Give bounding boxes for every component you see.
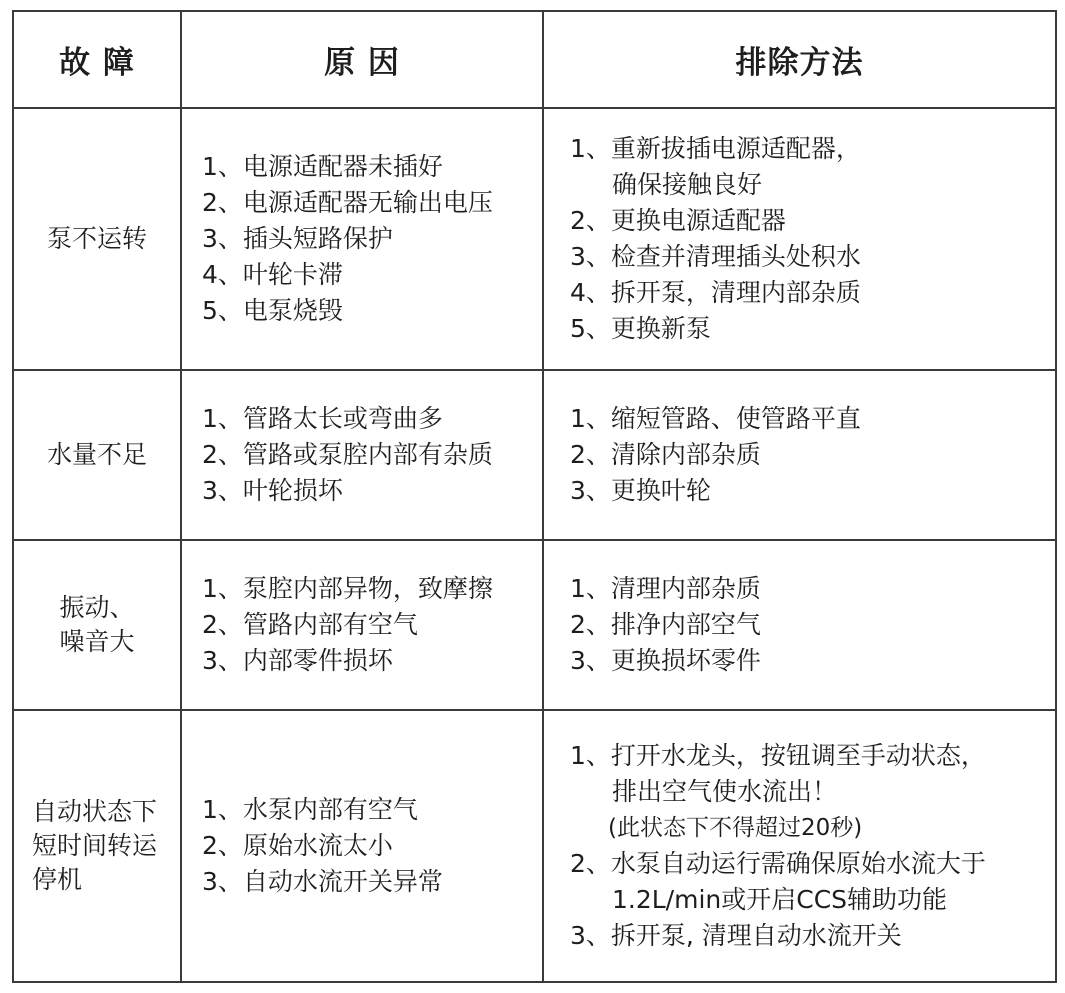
header-cause: 原 因 bbox=[181, 11, 543, 108]
table-row bbox=[13, 540, 1056, 710]
fault-text: 停机 bbox=[32, 865, 83, 894]
fault-text: 噪音大 bbox=[59, 627, 135, 656]
cause-list bbox=[182, 792, 542, 900]
remedy-item bbox=[570, 437, 1055, 473]
fault-text: 振动、 bbox=[59, 593, 135, 622]
cause-list bbox=[182, 401, 542, 509]
remedy-cell bbox=[543, 540, 1056, 710]
remedy-text: 5、更换新泵 bbox=[570, 314, 711, 343]
remedy-item bbox=[570, 473, 1055, 509]
remedy-item bbox=[570, 401, 1055, 437]
remedy-continuation: 排出空气使水流出！ bbox=[612, 777, 838, 806]
cause-item: 1、管路太长或弯曲多 bbox=[202, 404, 443, 433]
cause-item: 2、管路或泵腔内部有杂质 bbox=[202, 440, 493, 469]
remedy-text: 2、水泵自动运行需确保原始水流大于 bbox=[570, 849, 986, 878]
cause-item: 3、内部零件损坏 bbox=[202, 646, 393, 675]
remedy-list bbox=[544, 738, 1055, 954]
remedy-item bbox=[570, 131, 1055, 203]
cause-item: 3、插头短路保护 bbox=[202, 224, 393, 253]
cause-cell bbox=[181, 540, 543, 710]
remedy-item bbox=[570, 311, 1055, 347]
remedy-item bbox=[570, 607, 1055, 643]
remedy-list bbox=[544, 571, 1055, 679]
cause-cell bbox=[181, 710, 543, 982]
remedy-text: 1、缩短管路、使管路平直 bbox=[570, 404, 861, 433]
fault-text: 短时间转运 bbox=[32, 831, 158, 860]
remedy-continuation: 1.2L/min或开启CCS辅助功能 bbox=[612, 885, 948, 914]
header-row bbox=[13, 11, 1056, 108]
remedy-text: 2、清除内部杂质 bbox=[570, 440, 761, 469]
remedy-list bbox=[544, 401, 1055, 509]
remedy-text: 2、排净内部空气 bbox=[570, 610, 761, 639]
remedy-text: 3、拆开泵, 清理自动水流开关 bbox=[570, 921, 902, 950]
cause-item: 3、自动水流开关异常 bbox=[202, 867, 443, 896]
cause-list bbox=[182, 149, 542, 329]
fault-cell bbox=[13, 370, 181, 540]
remedy-cell bbox=[543, 108, 1056, 370]
remedy-item bbox=[570, 571, 1055, 607]
table-row bbox=[13, 710, 1056, 982]
remedy-item bbox=[570, 239, 1055, 275]
remedy-note: (此状态下不得超过20秒) bbox=[608, 815, 863, 841]
cause-list bbox=[182, 571, 542, 679]
cause-item: 1、水泵内部有空气 bbox=[202, 795, 418, 824]
cause-item: 2、电源适配器无输出电压 bbox=[202, 188, 493, 217]
fault-cell bbox=[13, 108, 181, 370]
remedy-continuation: 确保接触良好 bbox=[612, 170, 763, 199]
remedy-item bbox=[570, 203, 1055, 239]
remedy-item bbox=[570, 846, 1055, 918]
remedy-cell bbox=[543, 370, 1056, 540]
remedy-text: 3、检查并清理插头处积水 bbox=[570, 242, 861, 271]
remedy-item bbox=[570, 275, 1055, 311]
table-row bbox=[13, 108, 1056, 370]
remedy-text: 1、打开水龙头，按钮调至手动状态， bbox=[570, 741, 986, 770]
table-row bbox=[13, 370, 1056, 540]
troubleshooting-sheet bbox=[12, 10, 1055, 981]
cause-item: 5、电泵烧毁 bbox=[202, 296, 343, 325]
fault-cell bbox=[13, 540, 181, 710]
remedy-item bbox=[570, 643, 1055, 679]
remedy-cell bbox=[543, 710, 1056, 982]
cause-item: 1、泵腔内部异物，致摩擦 bbox=[202, 574, 493, 603]
cause-item: 3、叶轮损坏 bbox=[202, 476, 343, 505]
cause-item: 4、叶轮卡滞 bbox=[202, 260, 343, 289]
remedy-text: 1、清理内部杂质 bbox=[570, 574, 761, 603]
remedy-text: 1、重新拔插电源适配器， bbox=[570, 134, 861, 163]
remedy-text: 2、更换电源适配器 bbox=[570, 206, 786, 235]
troubleshooting-table bbox=[12, 10, 1057, 983]
cause-cell bbox=[181, 370, 543, 540]
fault-text: 泵不运转 bbox=[46, 224, 147, 253]
header-fault: 故 障 bbox=[13, 11, 181, 108]
cause-item: 2、原始水流太小 bbox=[202, 831, 393, 860]
remedy-list bbox=[544, 131, 1055, 347]
cause-item: 2、管路内部有空气 bbox=[202, 610, 418, 639]
header-remedy: 排除方法 bbox=[543, 11, 1056, 108]
remedy-item bbox=[570, 918, 1055, 954]
remedy-text: 4、拆开泵，清理内部杂质 bbox=[570, 278, 861, 307]
remedy-item bbox=[570, 738, 1055, 846]
fault-text: 自动状态下 bbox=[32, 797, 158, 826]
fault-text: 水量不足 bbox=[46, 440, 147, 469]
remedy-text: 3、更换叶轮 bbox=[570, 476, 711, 505]
cause-item: 1、电源适配器未插好 bbox=[202, 152, 443, 181]
remedy-text: 3、更换损坏零件 bbox=[570, 646, 761, 675]
cause-cell bbox=[181, 108, 543, 370]
fault-cell bbox=[13, 710, 181, 982]
